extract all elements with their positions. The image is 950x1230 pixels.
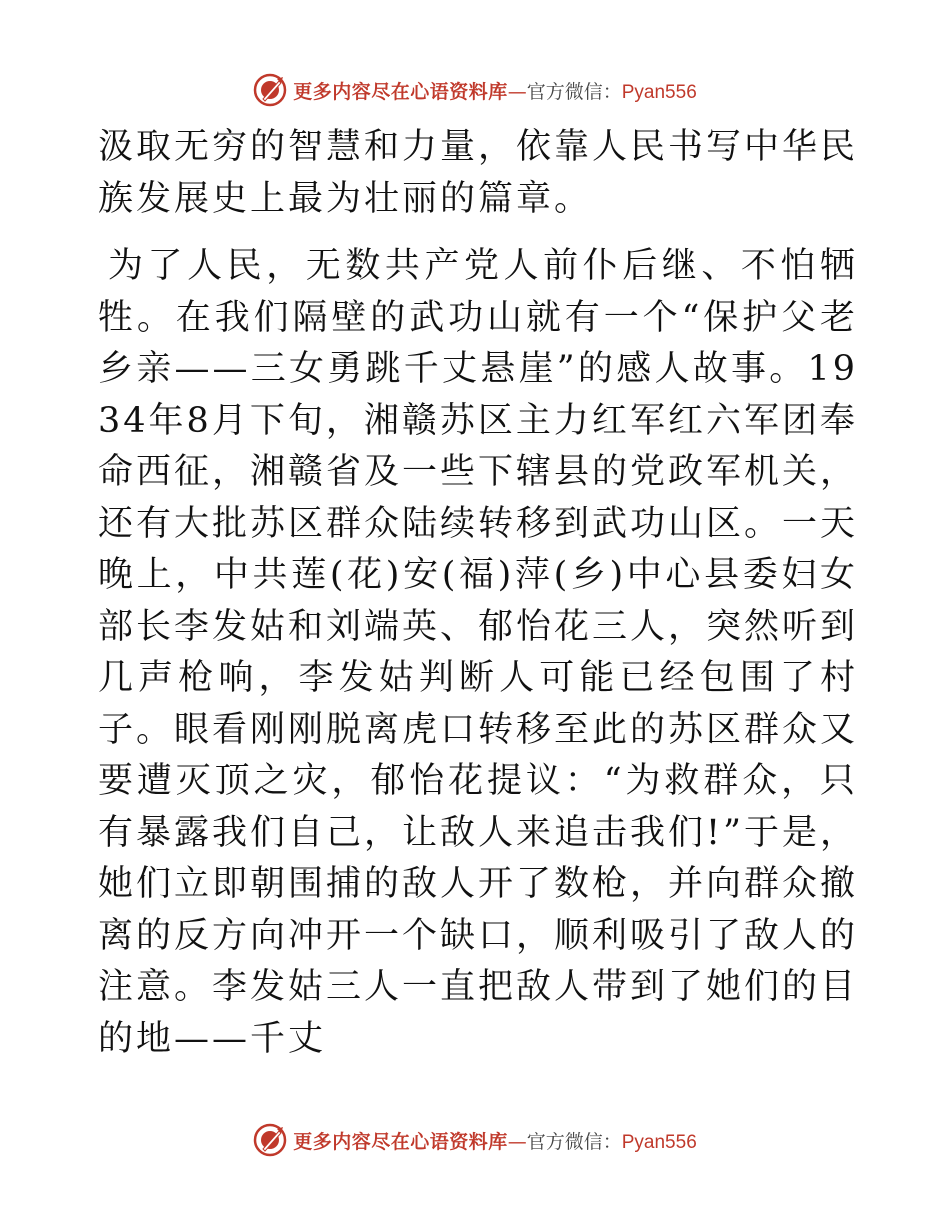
banner-text [293, 1127, 697, 1154]
banner-main-text: 更多内容尽在心语资料库 [293, 1130, 508, 1153]
paragraph-2: 为了人民，无数共产党人前仆后继、不怕牺牲。在我们隔壁的武功山就有一个“保护父老乡亲——三女勇跳千丈悬崖”的感人故事。1934年8月下旬，湘赣苏区主力红军红六军团奉命西征，湘赣省及一些下辖县的党政军机关，还有大批苏区群众陆续转移到武功山区。一天晚上，中共莲(花)安(福)萍(乡)中心县委妇女部长李发姑和刘端英、郁怡花三人，突然听到几声枪响，李发姑判断人可能已经包围了村子。眼看刚刚脱离虎口转移至此的苏区群众又要遭灭顶之灾，郁怡花提议：“为救群众，只有暴露我们自己，让敌人来追击我们!”于是，她们立即朝围捕的敌人开了数枪，并向群众撤离的反方向冲开一个缺口，顺利吸引了敌人的注意。李发姑三人一直把敌人带到了她们的目的地——千丈 [98, 246, 859, 1059]
paragraph-1: 汲取无穷的智慧和力量，依靠人民书写中华民族发展史上最为壮丽的篇章。 [98, 127, 859, 219]
banner-separator: — [507, 80, 527, 103]
quill-seal-logo-icon [253, 73, 287, 107]
banner-main-text: 更多内容尽在心语资料库 [293, 80, 508, 103]
banner-wechat-id: Pyan556 [621, 1131, 697, 1153]
header-banner [0, 70, 950, 110]
footer-banner [0, 1120, 950, 1160]
banner-wechat-label: 官方微信： [526, 80, 622, 103]
banner-wechat-label: 官方微信： [526, 1130, 622, 1153]
banner-text [293, 77, 697, 104]
quill-seal-logo-icon [253, 1123, 287, 1157]
document-body [98, 122, 858, 1065]
banner-separator: — [507, 1130, 527, 1153]
banner-wechat-id: Pyan556 [621, 81, 697, 103]
